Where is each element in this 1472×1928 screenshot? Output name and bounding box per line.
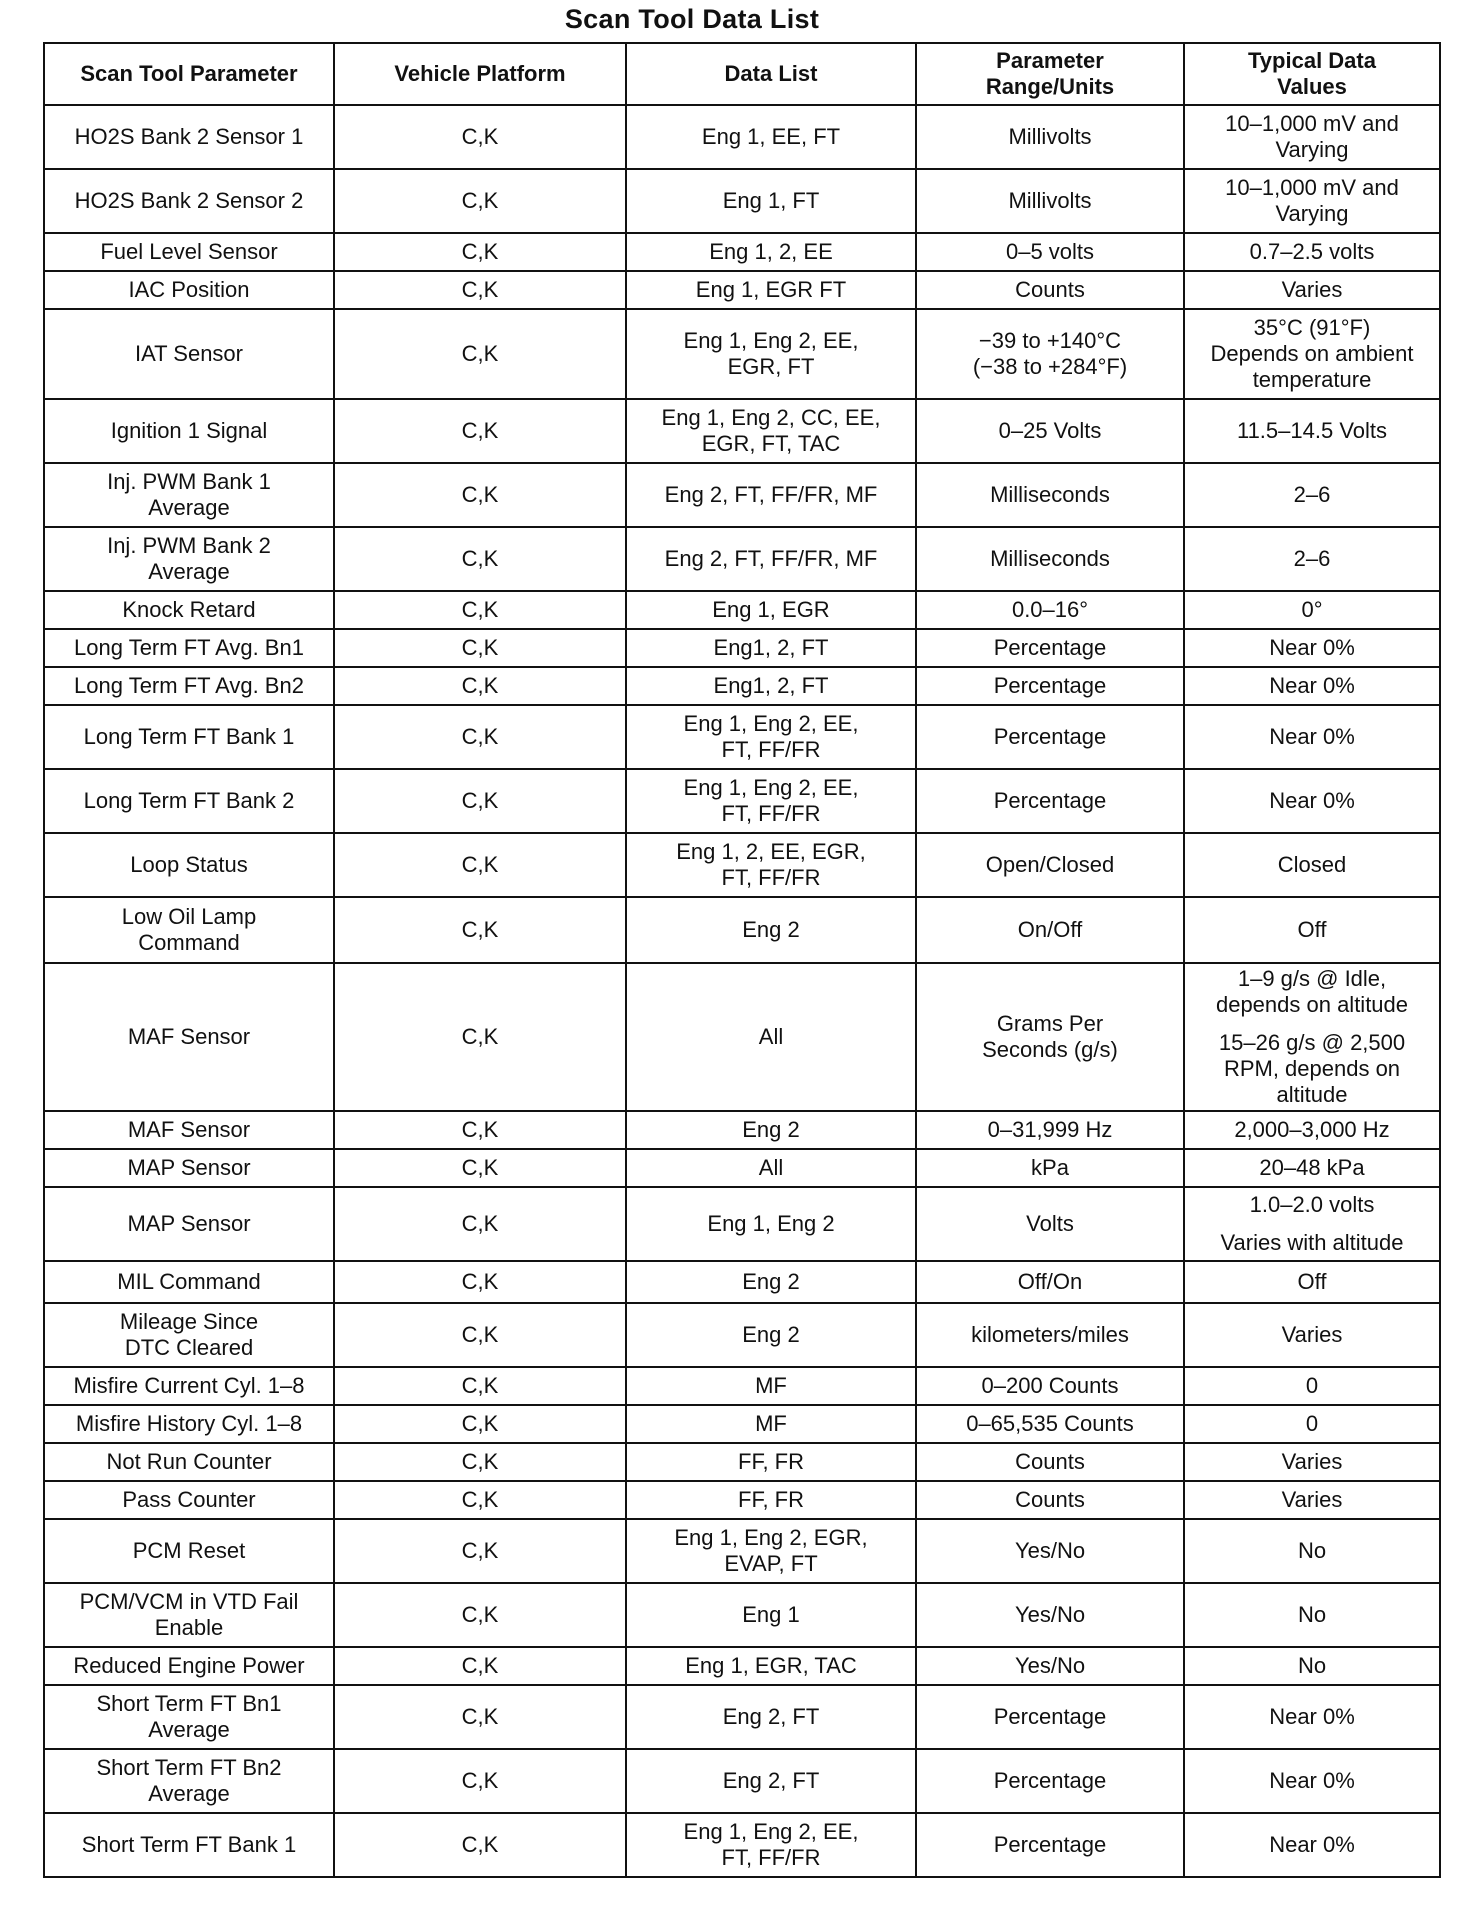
scan-tool-data-table xyxy=(43,42,1441,1878)
cell-vehicle-platform: C,K xyxy=(334,1149,626,1187)
cell-typical-values xyxy=(1184,1749,1440,1813)
cell-vehicle-platform: C,K xyxy=(334,105,626,169)
cell-range-units: Milliseconds xyxy=(916,463,1184,527)
cell-data-list: Eng 1 xyxy=(626,1583,916,1647)
typical-value-line: Varies xyxy=(1281,1449,1343,1474)
cell-parameter: Long Term FT Avg. Bn2 xyxy=(44,667,334,705)
cell-vehicle-platform: C,K xyxy=(334,591,626,629)
table-row xyxy=(44,399,1440,463)
cell-typical-values xyxy=(1184,1405,1440,1443)
cell-vehicle-platform: C,K xyxy=(334,1481,626,1519)
typical-value-line: 11.5–14.5 Volts xyxy=(1236,418,1388,443)
typical-value-line: 20–48 kPa xyxy=(1259,1155,1365,1180)
cell-range-units: Open/Closed xyxy=(916,833,1184,897)
cell-parameter: Short Term FT Bn1 Average xyxy=(44,1685,334,1749)
table-row xyxy=(44,1303,1440,1367)
typical-value-line: No xyxy=(1297,1538,1327,1563)
cell-vehicle-platform: C,K xyxy=(334,527,626,591)
cell-parameter: Not Run Counter xyxy=(44,1443,334,1481)
cell-data-list: Eng 2 xyxy=(626,1303,916,1367)
typical-value-line: Off xyxy=(1297,917,1327,942)
cell-range-units: Percentage xyxy=(916,667,1184,705)
cell-typical-values xyxy=(1184,399,1440,463)
cell-vehicle-platform: C,K xyxy=(334,667,626,705)
cell-data-list: Eng 1, Eng 2, EE, EGR, FT xyxy=(626,309,916,399)
table-row xyxy=(44,591,1440,629)
cell-data-list: MF xyxy=(626,1367,916,1405)
cell-parameter: Long Term FT Avg. Bn1 xyxy=(44,629,334,667)
cell-data-list: Eng 1, Eng 2, EE, FT, FF/FR xyxy=(626,1813,916,1877)
typical-value-line: Near 0% xyxy=(1269,788,1355,813)
cell-range-units: Yes/No xyxy=(916,1647,1184,1685)
cell-parameter: MAP Sensor xyxy=(44,1149,334,1187)
cell-range-units: kilometers/miles xyxy=(916,1303,1184,1367)
cell-data-list: Eng 1, Eng 2, EGR, EVAP, FT xyxy=(626,1519,916,1583)
cell-vehicle-platform: C,K xyxy=(334,399,626,463)
cell-parameter: Fuel Level Sensor xyxy=(44,233,334,271)
cell-data-list: Eng 1, EGR xyxy=(626,591,916,629)
typical-value-line: 2–6 xyxy=(1293,482,1331,507)
cell-typical-values xyxy=(1184,629,1440,667)
cell-range-units: Percentage xyxy=(916,1813,1184,1877)
table-row xyxy=(44,769,1440,833)
cell-parameter: PCM Reset xyxy=(44,1519,334,1583)
typical-value-line: 2,000–3,000 Hz xyxy=(1234,1117,1390,1142)
cell-range-units: Counts xyxy=(916,271,1184,309)
cell-typical-values xyxy=(1184,1443,1440,1481)
cell-vehicle-platform: C,K xyxy=(334,705,626,769)
cell-vehicle-platform: C,K xyxy=(334,1261,626,1303)
cell-data-list: Eng 1, 2, EE xyxy=(626,233,916,271)
cell-typical-values xyxy=(1184,705,1440,769)
header-parameter-range-units: Parameter Range/Units xyxy=(916,43,1184,105)
typical-value-line: 1–9 g/s @ Idle, depends on altitude xyxy=(1215,966,1409,1017)
cell-range-units: Millivolts xyxy=(916,105,1184,169)
cell-typical-values xyxy=(1184,1519,1440,1583)
header-data-list: Data List xyxy=(626,43,916,105)
cell-parameter: Inj. PWM Bank 2 Average xyxy=(44,527,334,591)
cell-parameter: Low Oil Lamp Command xyxy=(44,897,334,963)
cell-vehicle-platform: C,K xyxy=(334,1647,626,1685)
header-typical-data-values: Typical Data Values xyxy=(1184,43,1440,105)
typical-value-line: Off xyxy=(1297,1269,1327,1294)
cell-typical-values xyxy=(1184,1303,1440,1367)
table-row xyxy=(44,309,1440,399)
cell-vehicle-platform: C,K xyxy=(334,1813,626,1877)
cell-vehicle-platform: C,K xyxy=(334,897,626,963)
table-row xyxy=(44,105,1440,169)
typical-value-line: Near 0% xyxy=(1269,635,1355,660)
cell-vehicle-platform: C,K xyxy=(334,629,626,667)
cell-parameter: MIL Command xyxy=(44,1261,334,1303)
cell-parameter: IAT Sensor xyxy=(44,309,334,399)
cell-data-list: Eng1, 2, FT xyxy=(626,629,916,667)
cell-typical-values xyxy=(1184,1367,1440,1405)
cell-parameter: Long Term FT Bank 2 xyxy=(44,769,334,833)
cell-data-list: Eng 1, FT xyxy=(626,169,916,233)
table-row xyxy=(44,1187,1440,1261)
cell-parameter: HO2S Bank 2 Sensor 1 xyxy=(44,105,334,169)
table-row xyxy=(44,271,1440,309)
cell-typical-values xyxy=(1184,233,1440,271)
cell-data-list: Eng 2, FT xyxy=(626,1749,916,1813)
cell-parameter: MAF Sensor xyxy=(44,963,334,1111)
cell-range-units: kPa xyxy=(916,1149,1184,1187)
cell-data-list: Eng 2, FT, FF/FR, MF xyxy=(626,527,916,591)
cell-vehicle-platform: C,K xyxy=(334,1405,626,1443)
cell-vehicle-platform: C,K xyxy=(334,1443,626,1481)
typical-value-line: 0 xyxy=(1305,1411,1319,1436)
cell-range-units: 0–200 Counts xyxy=(916,1367,1184,1405)
table-row xyxy=(44,897,1440,963)
table-row xyxy=(44,1647,1440,1685)
cell-parameter: PCM/VCM in VTD Fail Enable xyxy=(44,1583,334,1647)
cell-data-list: Eng 1, EGR, TAC xyxy=(626,1647,916,1685)
table-row xyxy=(44,1261,1440,1303)
cell-range-units: 0–31,999 Hz xyxy=(916,1111,1184,1149)
table-row xyxy=(44,667,1440,705)
cell-data-list: Eng 1, EGR FT xyxy=(626,271,916,309)
cell-data-list: Eng1, 2, FT xyxy=(626,667,916,705)
cell-parameter: Loop Status xyxy=(44,833,334,897)
cell-vehicle-platform: C,K xyxy=(334,1187,626,1261)
cell-range-units: Grams Per Seconds (g/s) xyxy=(916,963,1184,1111)
cell-data-list: Eng 1, Eng 2, CC, EE, EGR, FT, TAC xyxy=(626,399,916,463)
table-row xyxy=(44,1519,1440,1583)
cell-typical-values xyxy=(1184,463,1440,527)
table-row xyxy=(44,833,1440,897)
cell-data-list: Eng 1, Eng 2, EE, FT, FF/FR xyxy=(626,705,916,769)
typical-value-line: 1.0–2.0 volts xyxy=(1249,1192,1375,1217)
table-row xyxy=(44,629,1440,667)
cell-typical-values xyxy=(1184,833,1440,897)
cell-parameter: Short Term FT Bn2 Average xyxy=(44,1749,334,1813)
cell-parameter: Mileage Since DTC Cleared xyxy=(44,1303,334,1367)
cell-vehicle-platform: C,K xyxy=(334,169,626,233)
table-row xyxy=(44,1149,1440,1187)
cell-range-units: Milliseconds xyxy=(916,527,1184,591)
cell-parameter: Knock Retard xyxy=(44,591,334,629)
cell-parameter: MAP Sensor xyxy=(44,1187,334,1261)
typical-value-line: 35°C (91°F) Depends on ambient temperature xyxy=(1210,315,1414,392)
cell-parameter: Reduced Engine Power xyxy=(44,1647,334,1685)
cell-typical-values xyxy=(1184,271,1440,309)
cell-data-list: Eng 1, Eng 2 xyxy=(626,1187,916,1261)
cell-vehicle-platform: C,K xyxy=(334,463,626,527)
cell-typical-values xyxy=(1184,1481,1440,1519)
cell-range-units: 0.0–16° xyxy=(916,591,1184,629)
typical-value-line: Varies xyxy=(1281,277,1343,302)
cell-data-list: Eng 2 xyxy=(626,1261,916,1303)
typical-value-line: 0.7–2.5 volts xyxy=(1249,239,1375,264)
cell-typical-values xyxy=(1184,1583,1440,1647)
cell-vehicle-platform: C,K xyxy=(334,769,626,833)
typical-value-line: Varies xyxy=(1281,1322,1343,1347)
header-scan-tool-parameter: Scan Tool Parameter xyxy=(44,43,334,105)
cell-parameter: HO2S Bank 2 Sensor 2 xyxy=(44,169,334,233)
typical-value-line: 0 xyxy=(1305,1373,1319,1398)
table-header-row xyxy=(44,43,1440,105)
cell-parameter: Short Term FT Bank 1 xyxy=(44,1813,334,1877)
cell-data-list: Eng 1, Eng 2, EE, FT, FF/FR xyxy=(626,769,916,833)
cell-vehicle-platform: C,K xyxy=(334,1583,626,1647)
cell-parameter: Misfire History Cyl. 1–8 xyxy=(44,1405,334,1443)
cell-typical-values xyxy=(1184,1813,1440,1877)
typical-value-line: 10–1,000 mV and Varying xyxy=(1225,175,1399,226)
cell-data-list: MF xyxy=(626,1405,916,1443)
cell-typical-values xyxy=(1184,591,1440,629)
cell-vehicle-platform: C,K xyxy=(334,833,626,897)
typical-value-line: 0° xyxy=(1301,597,1323,622)
cell-vehicle-platform: C,K xyxy=(334,271,626,309)
table-row xyxy=(44,963,1440,1111)
cell-typical-values xyxy=(1184,169,1440,233)
cell-range-units: Percentage xyxy=(916,705,1184,769)
table-body xyxy=(44,105,1440,1877)
cell-vehicle-platform: C,K xyxy=(334,1111,626,1149)
cell-parameter: MAF Sensor xyxy=(44,1111,334,1149)
cell-range-units: Percentage xyxy=(916,769,1184,833)
cell-vehicle-platform: C,K xyxy=(334,1367,626,1405)
typical-value-line: Near 0% xyxy=(1269,1832,1355,1857)
table-row xyxy=(44,169,1440,233)
table-row xyxy=(44,1481,1440,1519)
table-row xyxy=(44,527,1440,591)
cell-vehicle-platform: C,K xyxy=(334,233,626,271)
cell-range-units: 0–5 volts xyxy=(916,233,1184,271)
typical-value-line: No xyxy=(1297,1653,1327,1678)
typical-value-line: No xyxy=(1297,1602,1327,1627)
cell-data-list: FF, FR xyxy=(626,1443,916,1481)
cell-parameter: Long Term FT Bank 1 xyxy=(44,705,334,769)
typical-value-line: 2–6 xyxy=(1293,546,1331,571)
cell-vehicle-platform: C,K xyxy=(334,963,626,1111)
cell-parameter: Inj. PWM Bank 1 Average xyxy=(44,463,334,527)
typical-value-line: Near 0% xyxy=(1269,724,1355,749)
cell-vehicle-platform: C,K xyxy=(334,1749,626,1813)
cell-vehicle-platform: C,K xyxy=(334,309,626,399)
table-row xyxy=(44,1749,1440,1813)
typical-value-line: Near 0% xyxy=(1269,673,1355,698)
table-row xyxy=(44,1813,1440,1877)
cell-range-units: Counts xyxy=(916,1481,1184,1519)
cell-range-units: Percentage xyxy=(916,1749,1184,1813)
cell-typical-values xyxy=(1184,897,1440,963)
cell-typical-values xyxy=(1184,1647,1440,1685)
table-row xyxy=(44,463,1440,527)
table-row xyxy=(44,233,1440,271)
cell-range-units: Counts xyxy=(916,1443,1184,1481)
cell-range-units: Volts xyxy=(916,1187,1184,1261)
page-title: Scan Tool Data List xyxy=(564,4,820,34)
table-row xyxy=(44,1443,1440,1481)
table-row xyxy=(44,1367,1440,1405)
cell-typical-values xyxy=(1184,309,1440,399)
cell-range-units: Off/On xyxy=(916,1261,1184,1303)
cell-data-list: Eng 1, 2, EE, EGR, FT, FF/FR xyxy=(626,833,916,897)
typical-value-line: 10–1,000 mV and Varying xyxy=(1225,111,1399,162)
cell-range-units: On/Off xyxy=(916,897,1184,963)
cell-typical-values xyxy=(1184,105,1440,169)
cell-typical-values xyxy=(1184,527,1440,591)
cell-data-list: FF, FR xyxy=(626,1481,916,1519)
cell-typical-values xyxy=(1184,1187,1440,1261)
cell-data-list: All xyxy=(626,963,916,1111)
cell-parameter: Misfire Current Cyl. 1–8 xyxy=(44,1367,334,1405)
cell-data-list: Eng 2, FT, FF/FR, MF xyxy=(626,463,916,527)
table-row xyxy=(44,1685,1440,1749)
cell-vehicle-platform: C,K xyxy=(334,1685,626,1749)
cell-parameter: Pass Counter xyxy=(44,1481,334,1519)
cell-range-units: Yes/No xyxy=(916,1519,1184,1583)
typical-value-line: Near 0% xyxy=(1269,1768,1355,1793)
cell-vehicle-platform: C,K xyxy=(334,1519,626,1583)
cell-vehicle-platform: C,K xyxy=(334,1303,626,1367)
cell-parameter: IAC Position xyxy=(44,271,334,309)
cell-typical-values xyxy=(1184,1685,1440,1749)
cell-data-list: Eng 2, FT xyxy=(626,1685,916,1749)
cell-range-units: Millivolts xyxy=(916,169,1184,233)
cell-range-units: Percentage xyxy=(916,629,1184,667)
cell-range-units: 0–25 Volts xyxy=(916,399,1184,463)
cell-parameter: Ignition 1 Signal xyxy=(44,399,334,463)
cell-range-units: Yes/No xyxy=(916,1583,1184,1647)
typical-value-line: Near 0% xyxy=(1269,1704,1355,1729)
table-row xyxy=(44,1405,1440,1443)
typical-value-line: 15–26 g/s @ 2,500 RPM, depends on altitude xyxy=(1218,1030,1406,1107)
cell-typical-values xyxy=(1184,963,1440,1111)
cell-range-units: −39 to +140°C (−38 to +284°F) xyxy=(916,309,1184,399)
table-row xyxy=(44,705,1440,769)
cell-data-list: Eng 2 xyxy=(626,1111,916,1149)
cell-typical-values xyxy=(1184,667,1440,705)
cell-typical-values xyxy=(1184,769,1440,833)
typical-value-line: Closed xyxy=(1277,852,1347,877)
cell-typical-values xyxy=(1184,1261,1440,1303)
cell-typical-values xyxy=(1184,1111,1440,1149)
cell-data-list: Eng 1, EE, FT xyxy=(626,105,916,169)
cell-range-units: Percentage xyxy=(916,1685,1184,1749)
table-row xyxy=(44,1111,1440,1149)
cell-data-list: Eng 2 xyxy=(626,897,916,963)
typical-value-line: Varies xyxy=(1281,1487,1343,1512)
cell-data-list: All xyxy=(626,1149,916,1187)
table-row xyxy=(44,1583,1440,1647)
cell-typical-values xyxy=(1184,1149,1440,1187)
cell-range-units: 0–65,535 Counts xyxy=(916,1405,1184,1443)
typical-value-line: Varies with altitude xyxy=(1220,1230,1404,1255)
header-vehicle-platform: Vehicle Platform xyxy=(334,43,626,105)
